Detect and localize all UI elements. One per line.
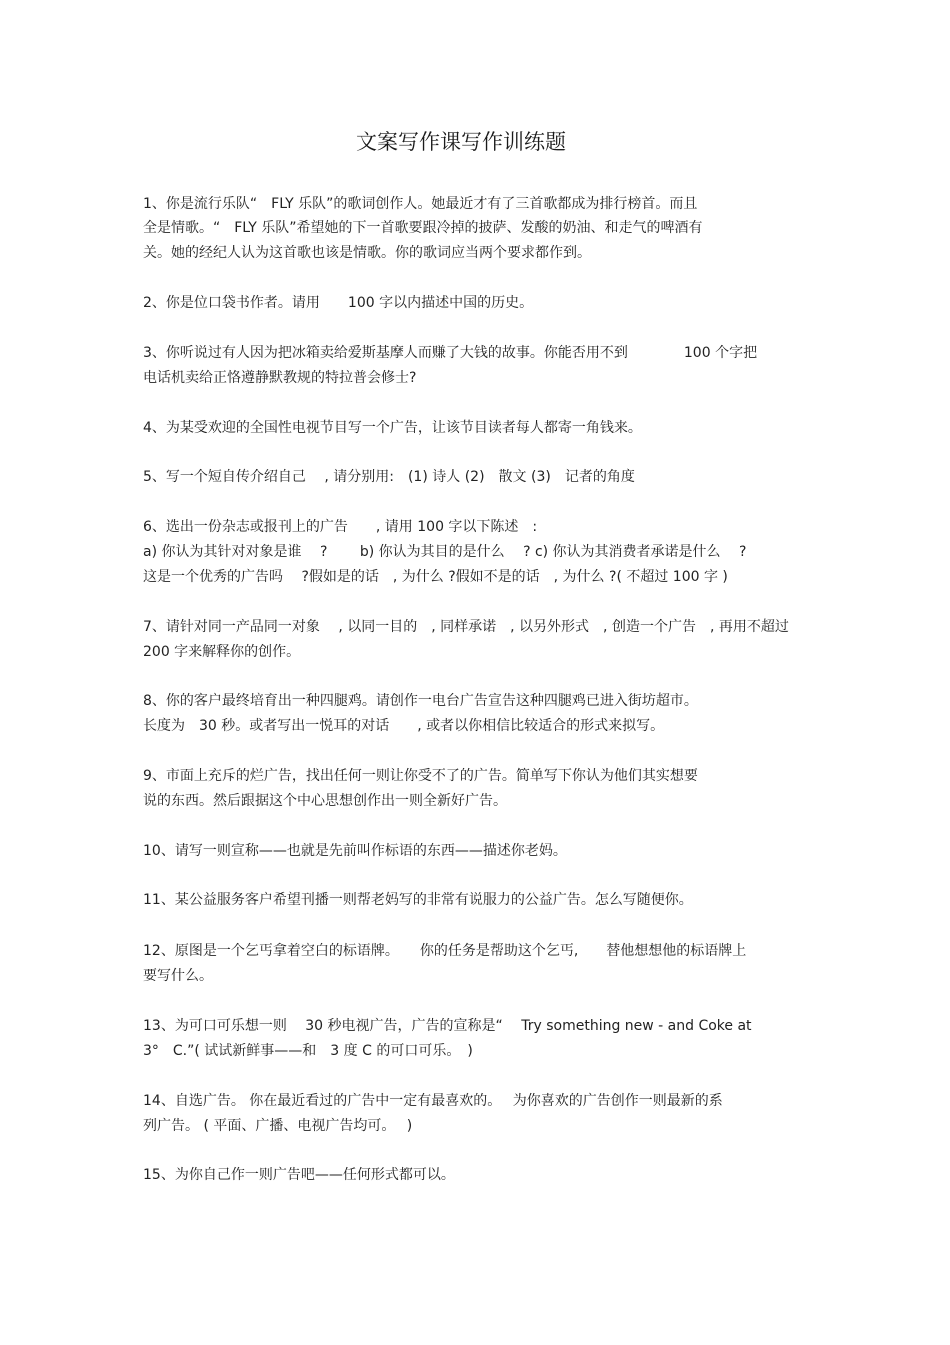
question-5-line-1: 5、写一个短自传介绍自己 , 请分别用: (1) 诗人 (2) 散文 (3) 记者的角度 (143, 469, 635, 485)
question-11-line-1: 11、某公益服务客户希望刊播一则帮老妈写的非常有说服力的公益广告。怎么写随便你。 (143, 892, 693, 908)
question-12-line-2: 要写什么。 (143, 968, 213, 984)
document-title: 文案写作课写作训练题 (356, 130, 566, 154)
question-6-line-1: 6、选出一份杂志或报刊上的广告 , 请用 100 字以下陈述 : (143, 519, 538, 535)
question-7-line-2: 200 字来解释你的创作。 (143, 644, 301, 660)
question-15-line-1: 15、为你自己作一则广告吧——任何形式都可以。 (143, 1167, 455, 1183)
question-13-line-1: 13、为可口可乐想一则 30 秒电视广告，广告的宣称是“ Try something new - and Coke at (143, 1018, 752, 1034)
question-2-line-1: 2、你是位口袋书作者。请用 100 字以内描述中国的历史。 (143, 295, 534, 311)
question-14-line-2: 列广告。 ( 平面、广播、电视广告均可。 ) (143, 1118, 413, 1134)
question-8-line-2: 长度为 30 秒。或者写出一悦耳的对话 , 或者以你相信比较适合的形式来拟写。 (143, 718, 665, 734)
question-6-line-3: 这是一个优秀的广告吗 ?假如是的话 , 为什么 ?假如不是的话 , 为什么 ?( 不超过 100 字 ) (143, 569, 728, 585)
question-6-line-2: a) 你认为其针对对象是谁 ? b) 你认为其目的是什么 ? c) 你认为其消费者承诺是什么 ? (143, 544, 747, 560)
question-1-line-3: 关。她的经纪人认为这首歌也该是情歌。你的歌词应当两个要求都作到。 (143, 245, 591, 261)
question-13-line-2: 3° C.”( 试试新鲜事——和 3 度 C 的可口可乐。 ) (143, 1043, 473, 1059)
question-4-line-1: 4、为某受欢迎的全国性电视节目写一个广告，让该节目读者每人都寄一角钱来。 (143, 420, 642, 436)
question-14-line-1: 14、自选广告。 你在最近看过的广告中一定有最喜欢的。 为你喜欢的广告创作一则最新的系 (143, 1093, 723, 1109)
question-7-line-1: 7、请针对同一产品同一对象 , 以同一目的 , 同样承诺 , 以另外形式 , 创造一个广告 , 再用不超过 (143, 619, 789, 635)
question-1-line-1: 1、你是流行乐队“ FLY 乐队”的歌词创作人。她最近才有了三首歌都成为排行榜首。而且 (143, 196, 698, 212)
question-9-line-2: 说的东西。然后跟据这个中心思想创作出一则全新好广告。 (143, 793, 507, 809)
question-10-line-1: 10、请写一则宣称——也就是先前叫作标语的东西——描述你老妈。 (143, 843, 567, 859)
question-3-line-1: 3、你听说过有人因为把冰箱卖给爱斯基摩人而赚了大钱的故事。你能否用不到 100 个字把 (143, 345, 758, 361)
question-1-line-2: 全是情歌。“ FLY 乐队”希望她的下一首歌要跟冷掉的披萨、发酸的奶油、和走气的啤酒有 (143, 220, 703, 236)
question-3-line-2: 电话机卖给正恪遵静默教规的特拉普会修士? (143, 370, 417, 386)
question-9-line-1: 9、市面上充斥的烂广告，找出任何一则让你受不了的广告。简单写下你认为他们其实想要 (143, 768, 698, 784)
question-8-line-1: 8、你的客户最终培育出一种四腿鸡。请创作一电台广告宣告这种四腿鸡已进入街坊超市。 (143, 693, 698, 709)
question-12-line-1: 12、原图是一个乞丐拿着空白的标语牌。 你的任务是帮助这个乞丐, 替他想想他的标语牌上 (143, 943, 747, 959)
